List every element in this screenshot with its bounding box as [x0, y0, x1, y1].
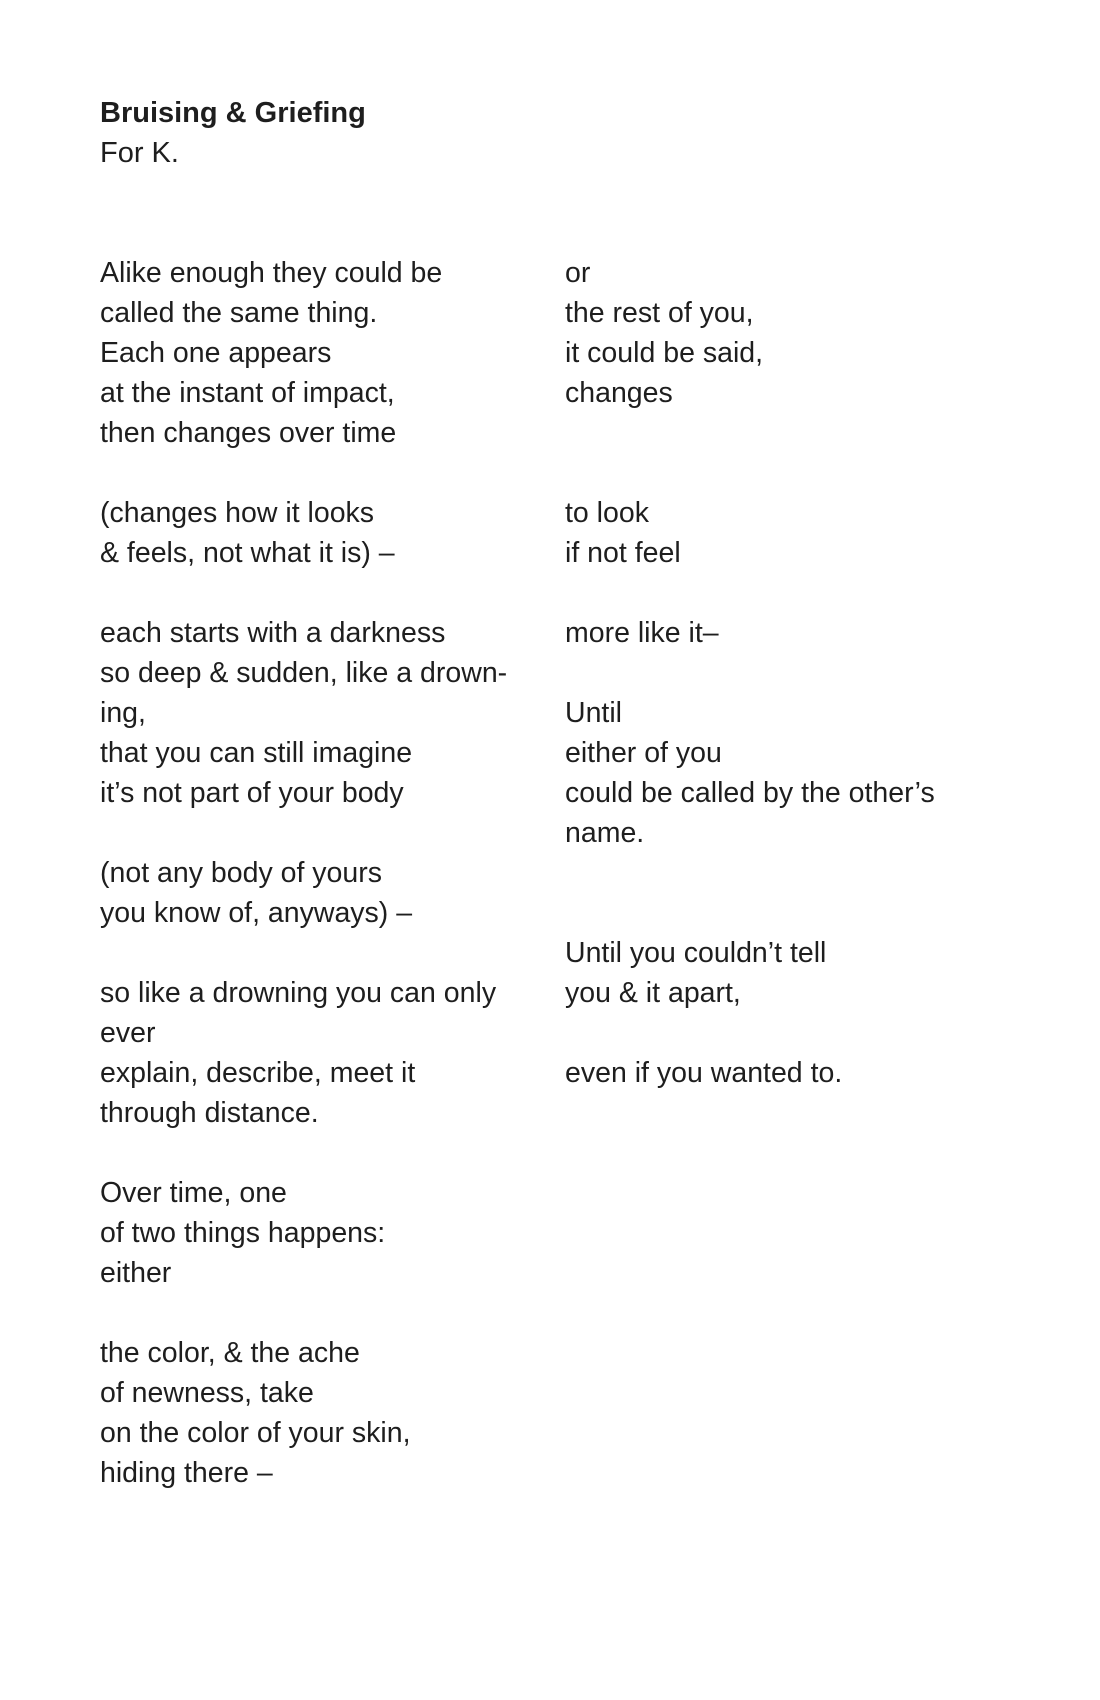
poem-title: Bruising & Griefing	[100, 97, 366, 129]
poem-line: so like a drowning you can only	[100, 977, 497, 1009]
poem-line: & feels, not what it is) –	[100, 537, 395, 569]
poem-line: explain, describe, meet it	[100, 1057, 416, 1089]
poem-left-column	[100, 253, 540, 1493]
poem-line: (changes how it looks	[100, 497, 375, 529]
stanza	[565, 693, 1005, 853]
stanza	[565, 493, 1005, 573]
poem-line: of two things happens:	[100, 1217, 386, 1249]
stanza	[565, 613, 1005, 653]
poem-line: you know of, anyways) –	[100, 897, 413, 929]
stanza	[565, 933, 1005, 1013]
poem-line: on the color of your skin,	[100, 1417, 411, 1449]
stanza	[565, 253, 1005, 413]
stanza	[100, 493, 540, 573]
poem-line: through distance.	[100, 1097, 319, 1129]
poem-line: changes	[565, 377, 673, 409]
poem-dedication: For K.	[100, 137, 179, 169]
poem-line: of newness, take	[100, 1377, 314, 1409]
poem-line: name.	[565, 817, 645, 849]
stanza	[100, 1173, 540, 1293]
poem-line: you & it apart,	[565, 977, 741, 1009]
poem-line: then changes over time	[100, 417, 397, 449]
poem-line: that you can still imagine	[100, 737, 413, 769]
poem-line: either	[100, 1257, 172, 1289]
poem-right-column	[565, 253, 1005, 1093]
poem-line: it’s not part of your body	[100, 777, 404, 809]
stanza	[100, 1333, 540, 1493]
poem-line: ever	[100, 1017, 156, 1049]
poem-line: more like it–	[565, 617, 719, 649]
poem-line: if not feel	[565, 537, 681, 569]
poem-line: the color, & the ache	[100, 1337, 360, 1369]
poem-line: to look	[565, 497, 649, 529]
stanza	[565, 1053, 1005, 1093]
poem-line: at the instant of impact,	[100, 377, 395, 409]
poem-line: either of you	[565, 737, 722, 769]
poem-line: even if you wanted to.	[565, 1057, 843, 1089]
poem-line: it could be said,	[565, 337, 764, 369]
poem-line: Until	[565, 697, 623, 729]
stanza	[100, 613, 540, 813]
stanza	[100, 253, 540, 453]
poem-line: could be called by the other’s	[565, 777, 935, 809]
stanza	[100, 973, 540, 1133]
poem-line: each starts with a darkness	[100, 617, 446, 649]
poem-line: or	[565, 257, 591, 289]
poem-line: Over time, one	[100, 1177, 287, 1209]
poem-line: called the same thing.	[100, 297, 378, 329]
poem-line: the rest of you,	[565, 297, 754, 329]
stanza	[100, 853, 540, 933]
poem-line: Until you couldn’t tell	[565, 937, 827, 969]
poem-line: hiding there –	[100, 1457, 273, 1489]
poem-line: (not any body of yours	[100, 857, 382, 889]
poem-line: so deep & sudden, like a drown-	[100, 657, 508, 689]
poem-line: ing,	[100, 697, 146, 729]
poem-line: Alike enough they could be	[100, 257, 443, 289]
poem-line: Each one appears	[100, 337, 332, 369]
